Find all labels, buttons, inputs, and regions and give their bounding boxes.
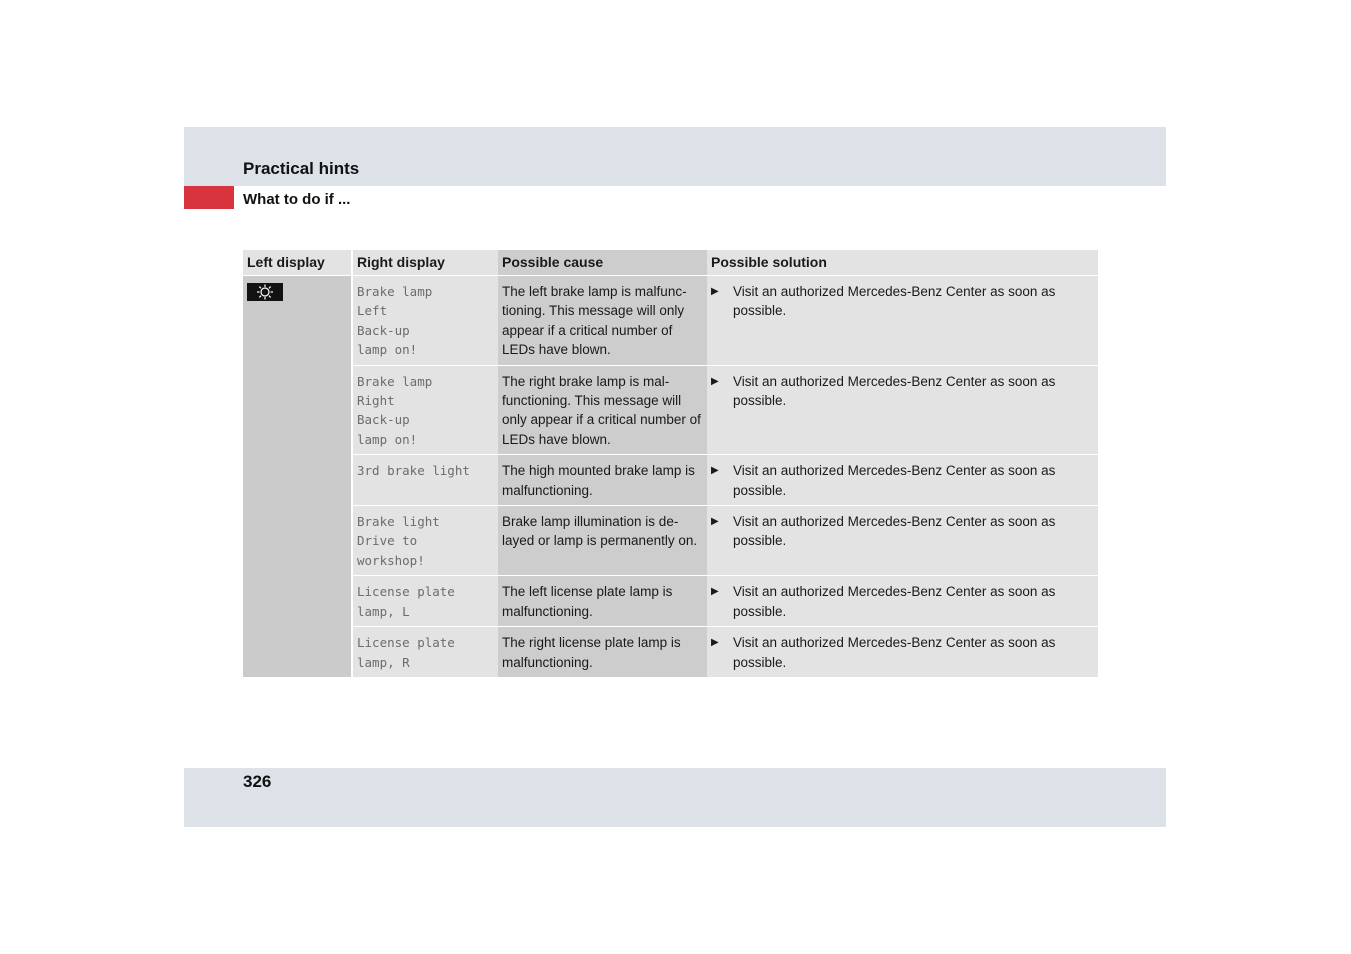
table-row	[243, 506, 1098, 576]
possible-cause: The right license plate lamp is malfunctioning.	[498, 627, 707, 678]
table-row	[243, 627, 1098, 678]
solution-text: Visit an authorized Mercedes-Benz Center as soon as possible.	[733, 584, 1056, 619]
possible-cause: The left license plate lamp is malfunctioning.	[498, 576, 707, 627]
header-possible-cause: Possible cause	[498, 250, 707, 276]
table-row	[243, 576, 1098, 627]
arrow-bullet-icon: ▶	[711, 375, 719, 387]
table-header-row	[243, 250, 1098, 276]
section-marker-tab	[184, 186, 234, 209]
header-possible-solution: Possible solution	[707, 250, 1098, 276]
page-number: 326	[243, 772, 272, 791]
possible-solution	[707, 455, 1098, 506]
table-row	[243, 276, 1098, 366]
solution-text: Visit an authorized Mercedes-Benz Center as soon as possible.	[733, 284, 1056, 319]
arrow-bullet-icon: ▶	[711, 586, 719, 598]
possible-solution	[707, 627, 1098, 678]
solution-text: Visit an authorized Mercedes-Benz Center as soon as possible.	[733, 635, 1056, 670]
arrow-bullet-icon: ▶	[711, 465, 719, 477]
subsection-title: What to do if ...	[243, 191, 351, 208]
header-left-display: Left display	[243, 250, 352, 276]
right-display-message: Brake lamp Left Back-up lamp on!	[352, 276, 498, 366]
possible-solution	[707, 365, 1098, 455]
solution-text: Visit an authorized Mercedes-Benz Center as soon as possible.	[733, 373, 1056, 409]
possible-solution	[707, 576, 1098, 627]
brake-lamp-warning-icon	[247, 283, 283, 301]
right-display-message: License plate lamp, R	[352, 627, 498, 678]
section-title: Practical hints	[243, 159, 360, 178]
troubleshooting-table	[243, 250, 1098, 678]
possible-cause: The right brake lamp is mal-functioning. This message will only appear if a critical number of LEDs have blown.	[498, 365, 707, 455]
possible-cause: The high mounted brake lamp is malfunctioning.	[498, 455, 707, 506]
solution-text: Visit an authorized Mercedes-Benz Center as soon as possible.	[733, 463, 1056, 498]
arrow-bullet-icon: ▶	[711, 286, 719, 297]
header-right-display: Right display	[352, 250, 498, 276]
arrow-bullet-icon: ▶	[711, 637, 719, 649]
solution-text: Visit an authorized Mercedes-Benz Center as soon as possible.	[733, 514, 1056, 549]
right-display-message: 3rd brake light	[352, 455, 498, 506]
possible-cause: Brake lamp illumination is de-layed or lamp is permanently on.	[498, 506, 707, 576]
right-display-message: Brake lamp Right Back-up lamp on!	[352, 365, 498, 455]
table-row	[243, 365, 1098, 455]
possible-solution	[707, 506, 1098, 576]
possible-solution	[707, 276, 1098, 366]
arrow-bullet-icon: ▶	[711, 516, 719, 528]
right-display-message: License plate lamp, L	[352, 576, 498, 627]
left-display-cell	[243, 276, 352, 678]
right-display-message: Brake light Drive to workshop!	[352, 506, 498, 576]
footer-band	[184, 768, 1166, 827]
possible-cause: The left brake lamp is malfunc-tioning. This message will only appear if a critical number of LEDs have blown.	[498, 276, 707, 366]
table-row	[243, 455, 1098, 506]
